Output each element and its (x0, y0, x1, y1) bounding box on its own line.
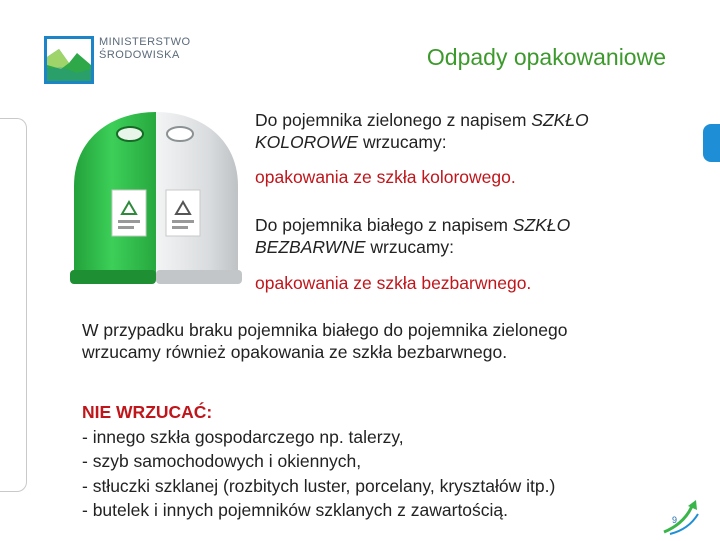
ministry-logo-text (99, 36, 191, 62)
logo-line1: MINISTERSTWO (99, 36, 191, 48)
donts-item: - stłuczki szklanej (rozbitych luster, porcelany, kryształów itp.) (82, 475, 556, 496)
donts-item: - innego szkła gospodarczego np. talerzy, (82, 426, 404, 447)
note-line1: W przypadku braku pojemnika białego do pojemnika zielonego (82, 320, 568, 340)
white-container-text (255, 214, 695, 258)
green-container-text (255, 109, 695, 153)
slide-title: Odpady opakowaniowe (426, 44, 666, 70)
glass-container-image (68, 108, 244, 299)
white-intro-post: wrzucamy: (365, 237, 455, 257)
donts-list (82, 400, 682, 523)
side-tab-left (0, 118, 27, 492)
note-line2: wrzucamy również opakowania ze szkła bezbarwnego. (82, 342, 508, 362)
white-intro-em2: BEZBARWNE (255, 237, 366, 257)
green-item: opakowania ze szkła kolorowego. (255, 167, 516, 187)
donts-item: - szyb samochodowych i okiennych, (82, 451, 362, 471)
mountain-logo-icon (47, 39, 91, 81)
side-tab-right (703, 124, 720, 162)
white-intro-em1: SZKŁO (512, 215, 571, 235)
page-corner-decoration (660, 498, 704, 541)
ministry-logo (44, 36, 94, 84)
green-intro-em2: KOLOROWE (255, 132, 359, 152)
donts-item: - butelek i innych pojemników szklanych z zawartością. (82, 500, 509, 520)
fallback-note (82, 319, 682, 363)
logo-line2: ŚRODOWISKA (99, 49, 180, 61)
green-intro-em1: SZKŁO (531, 110, 589, 130)
arrow-swoosh-icon (660, 498, 704, 536)
white-intro-pre: Do pojemnika białego z napisem (255, 215, 513, 235)
donts-heading: NIE WRZUCAĆ: (82, 402, 213, 422)
green-intro-pre: Do pojemnika zielonego z napisem (255, 110, 532, 130)
green-intro-post: wrzucamy: (358, 132, 447, 152)
white-item: opakowania ze szkła bezbarwnego. (255, 273, 532, 293)
page-number: 9 (672, 515, 678, 525)
